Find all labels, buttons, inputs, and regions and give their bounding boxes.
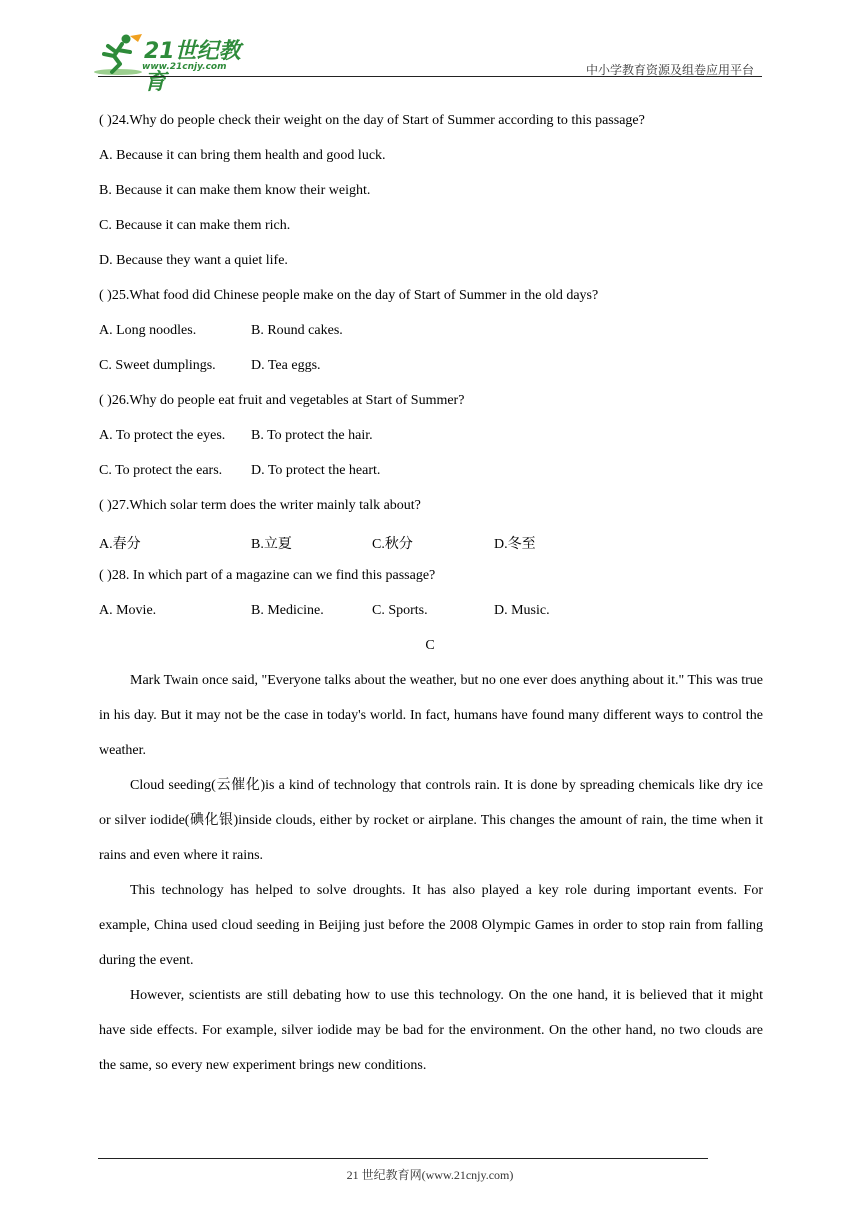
q27-option-c: C.秋分: [372, 537, 413, 552]
q26-option-d: D. To protect the heart.: [251, 463, 381, 478]
question-24-stem: ( )24.Why do people check their weight on the day of Start of Summer according to this passage?: [99, 113, 645, 128]
q24-option-a: A. Because it can bring them health and good luck.: [99, 148, 386, 163]
footer-divider: [98, 1158, 708, 1159]
passage-paragraph-2: Cloud seeding(云催化)is a kind of technology that controls rain. It is done by spreading chemicals like dry ice or silver iodide(碘化银)inside clouds, either by rocket or airplane. This changes the amount of rain, the time when it rains and even where it rains.: [99, 778, 763, 863]
q28-option-d: D. Music.: [494, 603, 550, 618]
q26-option-b: B. To protect the hair.: [251, 428, 373, 443]
q28-option-b: B. Medicine.: [251, 603, 324, 618]
question-27-stem: ( )27.Which solar term does the writer mainly talk about?: [99, 498, 421, 513]
question-28-stem: ( )28. In which part of a magazine can we find this passage?: [99, 568, 436, 583]
q27-option-d: D.冬至: [494, 537, 536, 552]
question-26-stem: ( )26.Why do people eat fruit and vegetables at Start of Summer?: [99, 393, 465, 408]
q24-option-d: D. Because they want a quiet life.: [99, 253, 288, 268]
q27-option-a: A.春分: [99, 537, 141, 552]
q26-option-c: C. To protect the ears.: [99, 463, 223, 478]
section-label: C: [425, 638, 435, 653]
q25-option-c: C. Sweet dumplings.: [99, 358, 216, 373]
passage-paragraph-3: This technology has helped to solve droughts. It has also played a key role during important events. For example, China used cloud seeding in Beijing just before the 2008 Olympic Games in order to stop rain from falling during the event.: [99, 883, 763, 968]
header-divider: [98, 76, 762, 77]
passage-paragraph-1: Mark Twain once said, "Everyone talks about the weather, but no one ever does anything about it." This was true in his day. But it may not be the case in today's world. In fact, humans have found many different ways to control the weather.: [99, 673, 763, 758]
passage-paragraph-4: However, scientists are still debating how to use this technology. On the one hand, it is believed that it might have side effects. For example, silver iodide may be bad for the environment. On the other hand, no two clouds are the same, so every new experiment brings new conditions.: [99, 988, 763, 1073]
site-logo: [92, 30, 262, 95]
q26-option-a: A. To protect the eyes.: [99, 428, 226, 443]
header-platform-name: 中小学教育资源及组卷应用平台: [585, 63, 754, 77]
q28-option-a: A. Movie.: [99, 603, 157, 618]
q25-option-d: D. Tea eggs.: [251, 358, 321, 373]
q27-option-b: B.立夏: [251, 537, 292, 552]
q25-option-a: A. Long noodles.: [99, 323, 197, 338]
q28-option-c: C. Sports.: [372, 603, 428, 618]
runner-logo-icon: [92, 32, 144, 76]
question-25-stem: ( )25.What food did Chinese people make on the day of Start of Summer in the old days?: [99, 288, 599, 303]
logo-text: 21世纪教育: [144, 39, 241, 95]
footer-text: 21 世纪教育网(www.21cnjy.com): [346, 1168, 514, 1182]
q24-option-c: C. Because it can make them rich.: [99, 218, 291, 233]
logo-url: www.21cnjy.com: [142, 62, 227, 72]
page-header: [0, 0, 860, 95]
q25-option-b: B. Round cakes.: [251, 323, 343, 338]
q24-option-b: B. Because it can make them know their weight.: [99, 183, 371, 198]
